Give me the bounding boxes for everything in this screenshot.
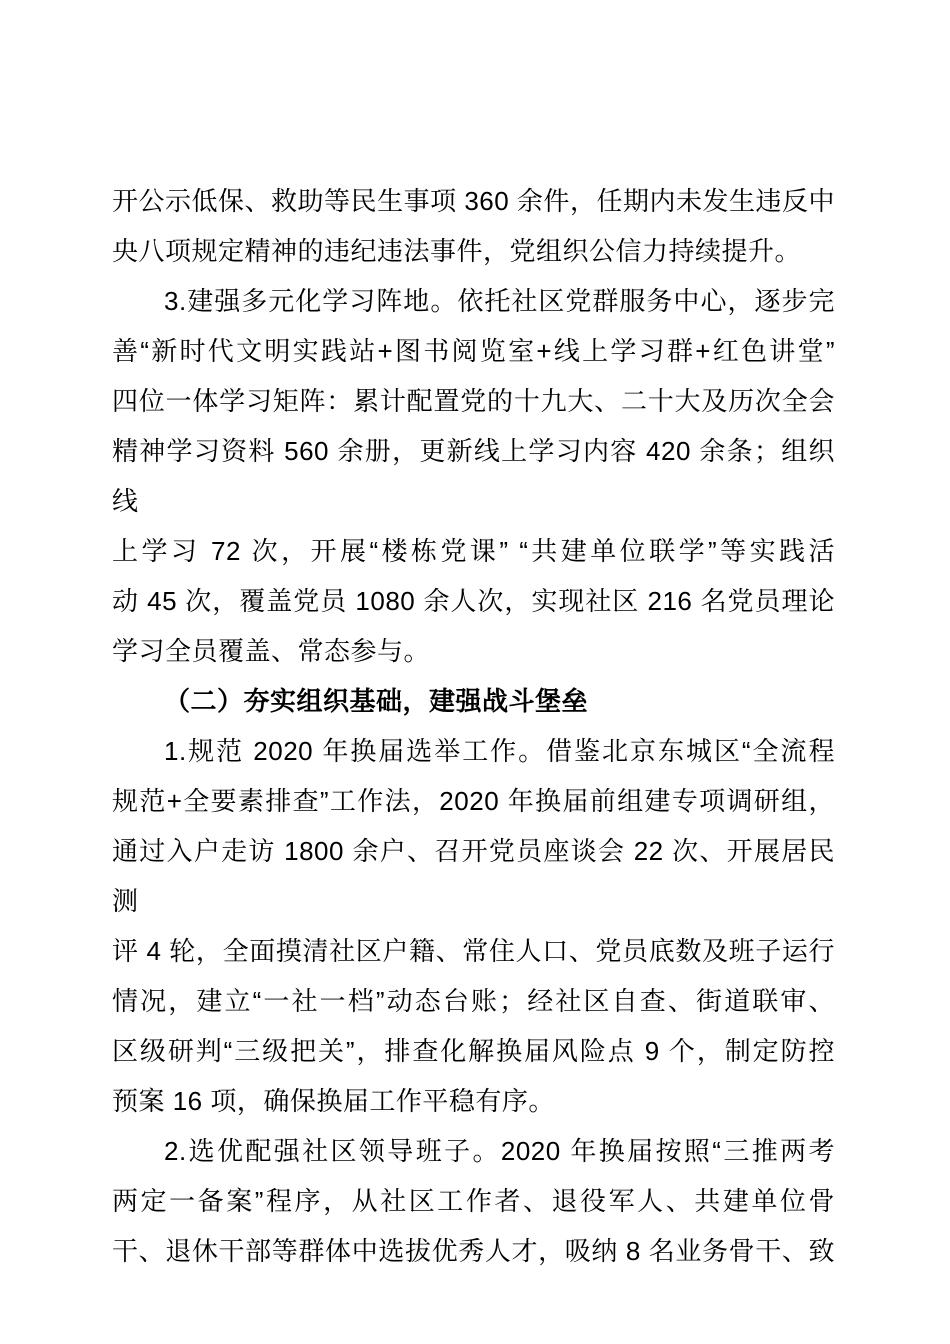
text-line: 央八项规定精神的违纪违法事件，党组织公信力持续提升。 [112, 236, 802, 266]
text-line: 四位一体学习矩阵：累计配置党的十九大、二十大及历次全会 [112, 386, 835, 416]
text-line: 通过入户走访 1800 余户、召开党员座谈会 22 次、开展居民测 [112, 836, 835, 916]
text-line: 预案 16 项，确保换届工作平稳有序。 [112, 1086, 555, 1116]
text-line: 精神学习资料 560 余册，更新线上学习内容 420 余条；组织线 [112, 436, 835, 516]
text-line: （二）夯实组织基础，建强战斗堡垒 [164, 686, 589, 716]
text-line: 情况，建立“一社一档”动态台账；经社区自查、街道联审、 [112, 986, 835, 1016]
text-line: 上学习 72 次，开展“楼栋党课” “共建单位联学”等实践活 [112, 536, 835, 566]
text-line: 2.选优配强社区领导班子。2020 年换届按照“三推两考 [164, 1136, 835, 1166]
section-heading [112, 676, 835, 726]
text-line: 干、退休干部等群体中选拔优秀人才，吸纳 8 名业务骨干、致 [112, 1236, 835, 1266]
paragraph [112, 276, 835, 676]
text-line: 1.规范 2020 年换届选举工作。借鉴北京东城区“全流程 [164, 736, 835, 766]
text-line: 开公示低保、救助等民生事项 360 余件，任期内未发生违反中 [112, 186, 835, 216]
text-line: 3.建强多元化学习阵地。依托社区党群服务中心，逐步完 [164, 286, 835, 316]
paragraph [112, 1126, 835, 1276]
text-line: 规范+全要素排查”工作法，2020 年换届前组建专项调研组， [112, 786, 835, 816]
paragraph [112, 176, 835, 276]
text-line: 学习全员覆盖、常态参与。 [112, 636, 431, 666]
text-line: 善“新时代文明实践站+图书阅览室+线上学习群+红色讲堂” [112, 336, 835, 366]
text-line: 动 45 次，覆盖党员 1080 余人次，实现社区 216 名党员理论 [112, 586, 835, 616]
paragraph [112, 726, 835, 1126]
text-line: 评 4 轮，全面摸清社区户籍、常住人口、党员底数及班子运行 [112, 936, 835, 966]
text-line: 区级研判“三级把关”，排查化解换届风险点 9 个，制定防控 [112, 1036, 835, 1066]
text-line: 两定一备案”程序，从社区工作者、退役军人、共建单位骨 [112, 1186, 835, 1216]
